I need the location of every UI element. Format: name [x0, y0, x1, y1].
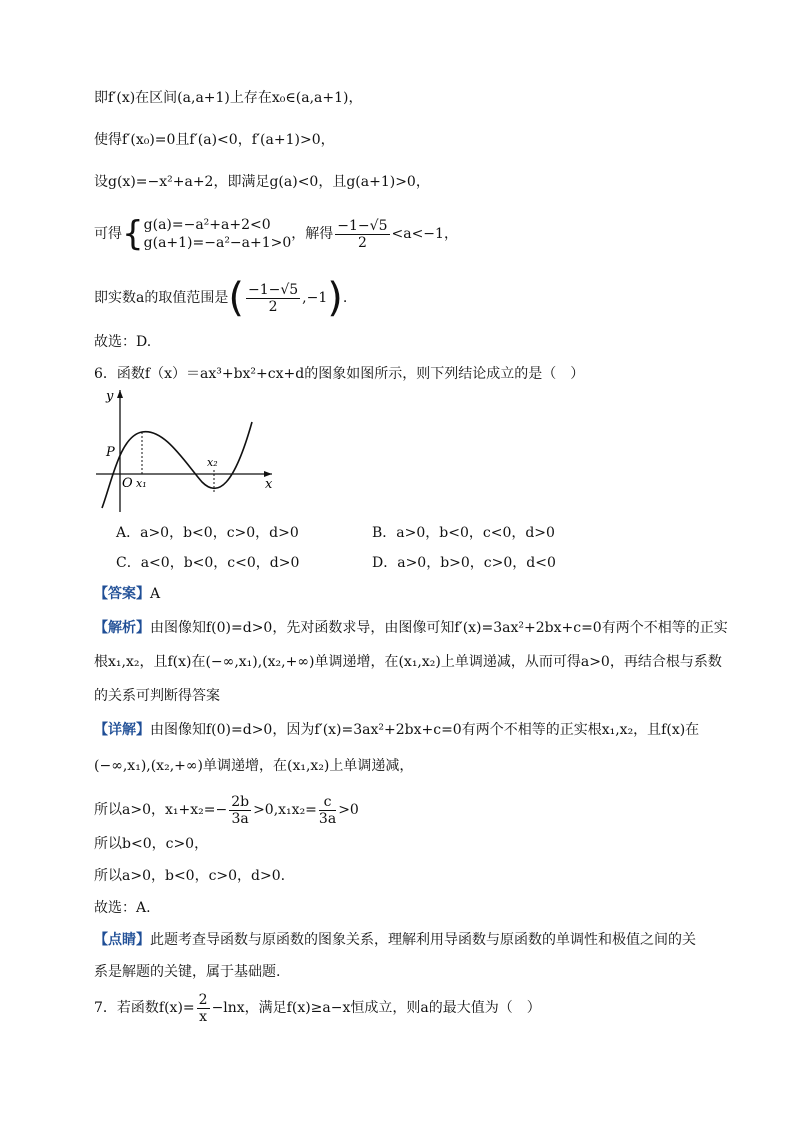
x-label: x [265, 477, 273, 492]
detail-line3-tail: >0 [338, 802, 359, 818]
solution-line-3: 设g(x)=−x²+a+2，即满足g(a)<0，且g(a+1)>0， [94, 174, 430, 190]
analysis-line-2: 根x₁,x₂，且f(x)在(−∞,x₁),(x₂,+∞)单调递增，在(x₁,x₂)上单调递减，从而可得a>0，再结合根与系数 [94, 654, 722, 670]
inequality-system [144, 216, 292, 252]
function-curve [102, 422, 252, 508]
fraction [335, 218, 389, 251]
x1-label: x₁ [136, 477, 147, 490]
choice-d: D．a>0，b>0，c>0，d<0 [372, 555, 556, 571]
x2-label: x₂ [207, 456, 218, 469]
analysis-line-1 [94, 618, 728, 638]
detail-line-5: 所以a>0，b<0，c>0，d>0. [94, 868, 286, 884]
y-axis-arrow [117, 390, 123, 398]
fraction [319, 794, 336, 827]
detail-line3-prefix: 所以a>0，x₁+x₂=− [94, 802, 228, 818]
line5-end: . [342, 290, 348, 306]
comment-tag: 【点睛】 [94, 932, 150, 948]
p-label: P [106, 445, 115, 460]
choice-a: A．a>0，b<0，c>0，d>0 [116, 525, 299, 541]
fraction-denominator: 2 [357, 234, 367, 251]
fraction-numerator: −1−√5 [337, 217, 388, 234]
comment-line-2: 系是解题的关键，属于基础题. [94, 964, 281, 980]
detail-line-3 [94, 790, 359, 830]
fraction-numerator: c [319, 794, 336, 811]
analysis-tag: 【解析】 [94, 620, 150, 636]
detail-line-1 [94, 720, 699, 740]
detail-text-1: 由图像知f(0)=d>0，因为f′(x)=3ax²+2bx+c=0有两个不相等的正实根x₁,x₂，且f(x)在 [150, 722, 700, 738]
open-paren: ( [228, 275, 244, 321]
fraction-denominator: 3a [318, 810, 337, 827]
line5-prefix: 即实数a的取值范围是 [94, 290, 229, 306]
fraction-denominator: 2 [268, 298, 278, 315]
question-7-stem [94, 990, 541, 1026]
fraction-numerator: −1−√5 [247, 281, 299, 298]
fraction-denominator: 3a [231, 810, 249, 827]
solution-line-4 [94, 214, 458, 254]
origin-label: O [122, 476, 133, 491]
line4-prefix: 可得 [94, 226, 122, 242]
analysis-line-3: 的关系可判断得答案 [94, 688, 220, 704]
solution-line-6: 故选：D. [94, 334, 152, 350]
answer-text: A [150, 586, 161, 602]
analysis-text-1: 由图像知f(0)=d>0，先对函数求导，由图像可知f′(x)=3ax²+2bx+c=0有两个不相等的正实 [150, 620, 728, 636]
comment-line-1 [94, 930, 696, 950]
close-paren: ) [327, 275, 343, 321]
detail-line3-mid: >0,x₁x₂= [253, 802, 317, 818]
fraction [246, 282, 300, 315]
system-row-2: g(a+1)=−a²−a+1>0 [143, 235, 292, 251]
solution-line-5 [94, 276, 347, 320]
answer-tag: 【答案】 [94, 586, 150, 602]
detail-line-2: (−∞,x₁),(x₂,+∞)单调递增，在(x₁,x₂)上单调递减， [94, 758, 414, 774]
system-row-1: g(a)=−a²+a+2<0 [143, 217, 271, 233]
brace-symbol: { [122, 214, 144, 254]
fraction [197, 992, 210, 1025]
answer-line [94, 584, 160, 604]
choice-c: C．a<0，b<0，c<0，d>0 [116, 555, 300, 571]
detail-line-4: 所以b<0，c>0， [94, 836, 209, 852]
choice-b: B．a>0，b<0，c<0，d>0 [372, 525, 555, 541]
line4-mid: ，解得 [291, 226, 334, 242]
comment-text-1: 此题考查导函数与原函数的图象关系，理解利用导函数与原函数的单调性和极值之间的关 [150, 932, 696, 948]
detail-tag: 【详解】 [94, 722, 150, 738]
fraction-numerator: 2b [231, 793, 250, 810]
question-6-stem: 6．函数f（x）＝ax³+bx²+cx+d的图象如图所示，则下列结论成立的是（ ） [94, 366, 585, 382]
cubic-function-graph [94, 386, 274, 514]
fraction-denominator: x [199, 1008, 208, 1025]
line5-tail: ,−1 [302, 290, 328, 306]
q7-mid: −lnx，满足f(x)≥a−x恒成立，则a的最大值为（ ） [211, 1000, 541, 1016]
solution-line-2: 使得f′(x₀)=0且f′(a)<0，f′(a+1)>0， [94, 132, 335, 148]
q7-prefix: 7．若函数f(x)= [94, 1000, 195, 1016]
line4-tail: <a<−1， [391, 226, 458, 242]
fraction-numerator: 2 [198, 991, 208, 1008]
solution-line-1: 即f′(x)在区间(a,a+1)上存在x₀∈(a,a+1)， [94, 90, 363, 106]
y-label: y [106, 389, 114, 404]
fraction [229, 794, 251, 827]
detail-line-6: 故选：A. [94, 900, 151, 916]
